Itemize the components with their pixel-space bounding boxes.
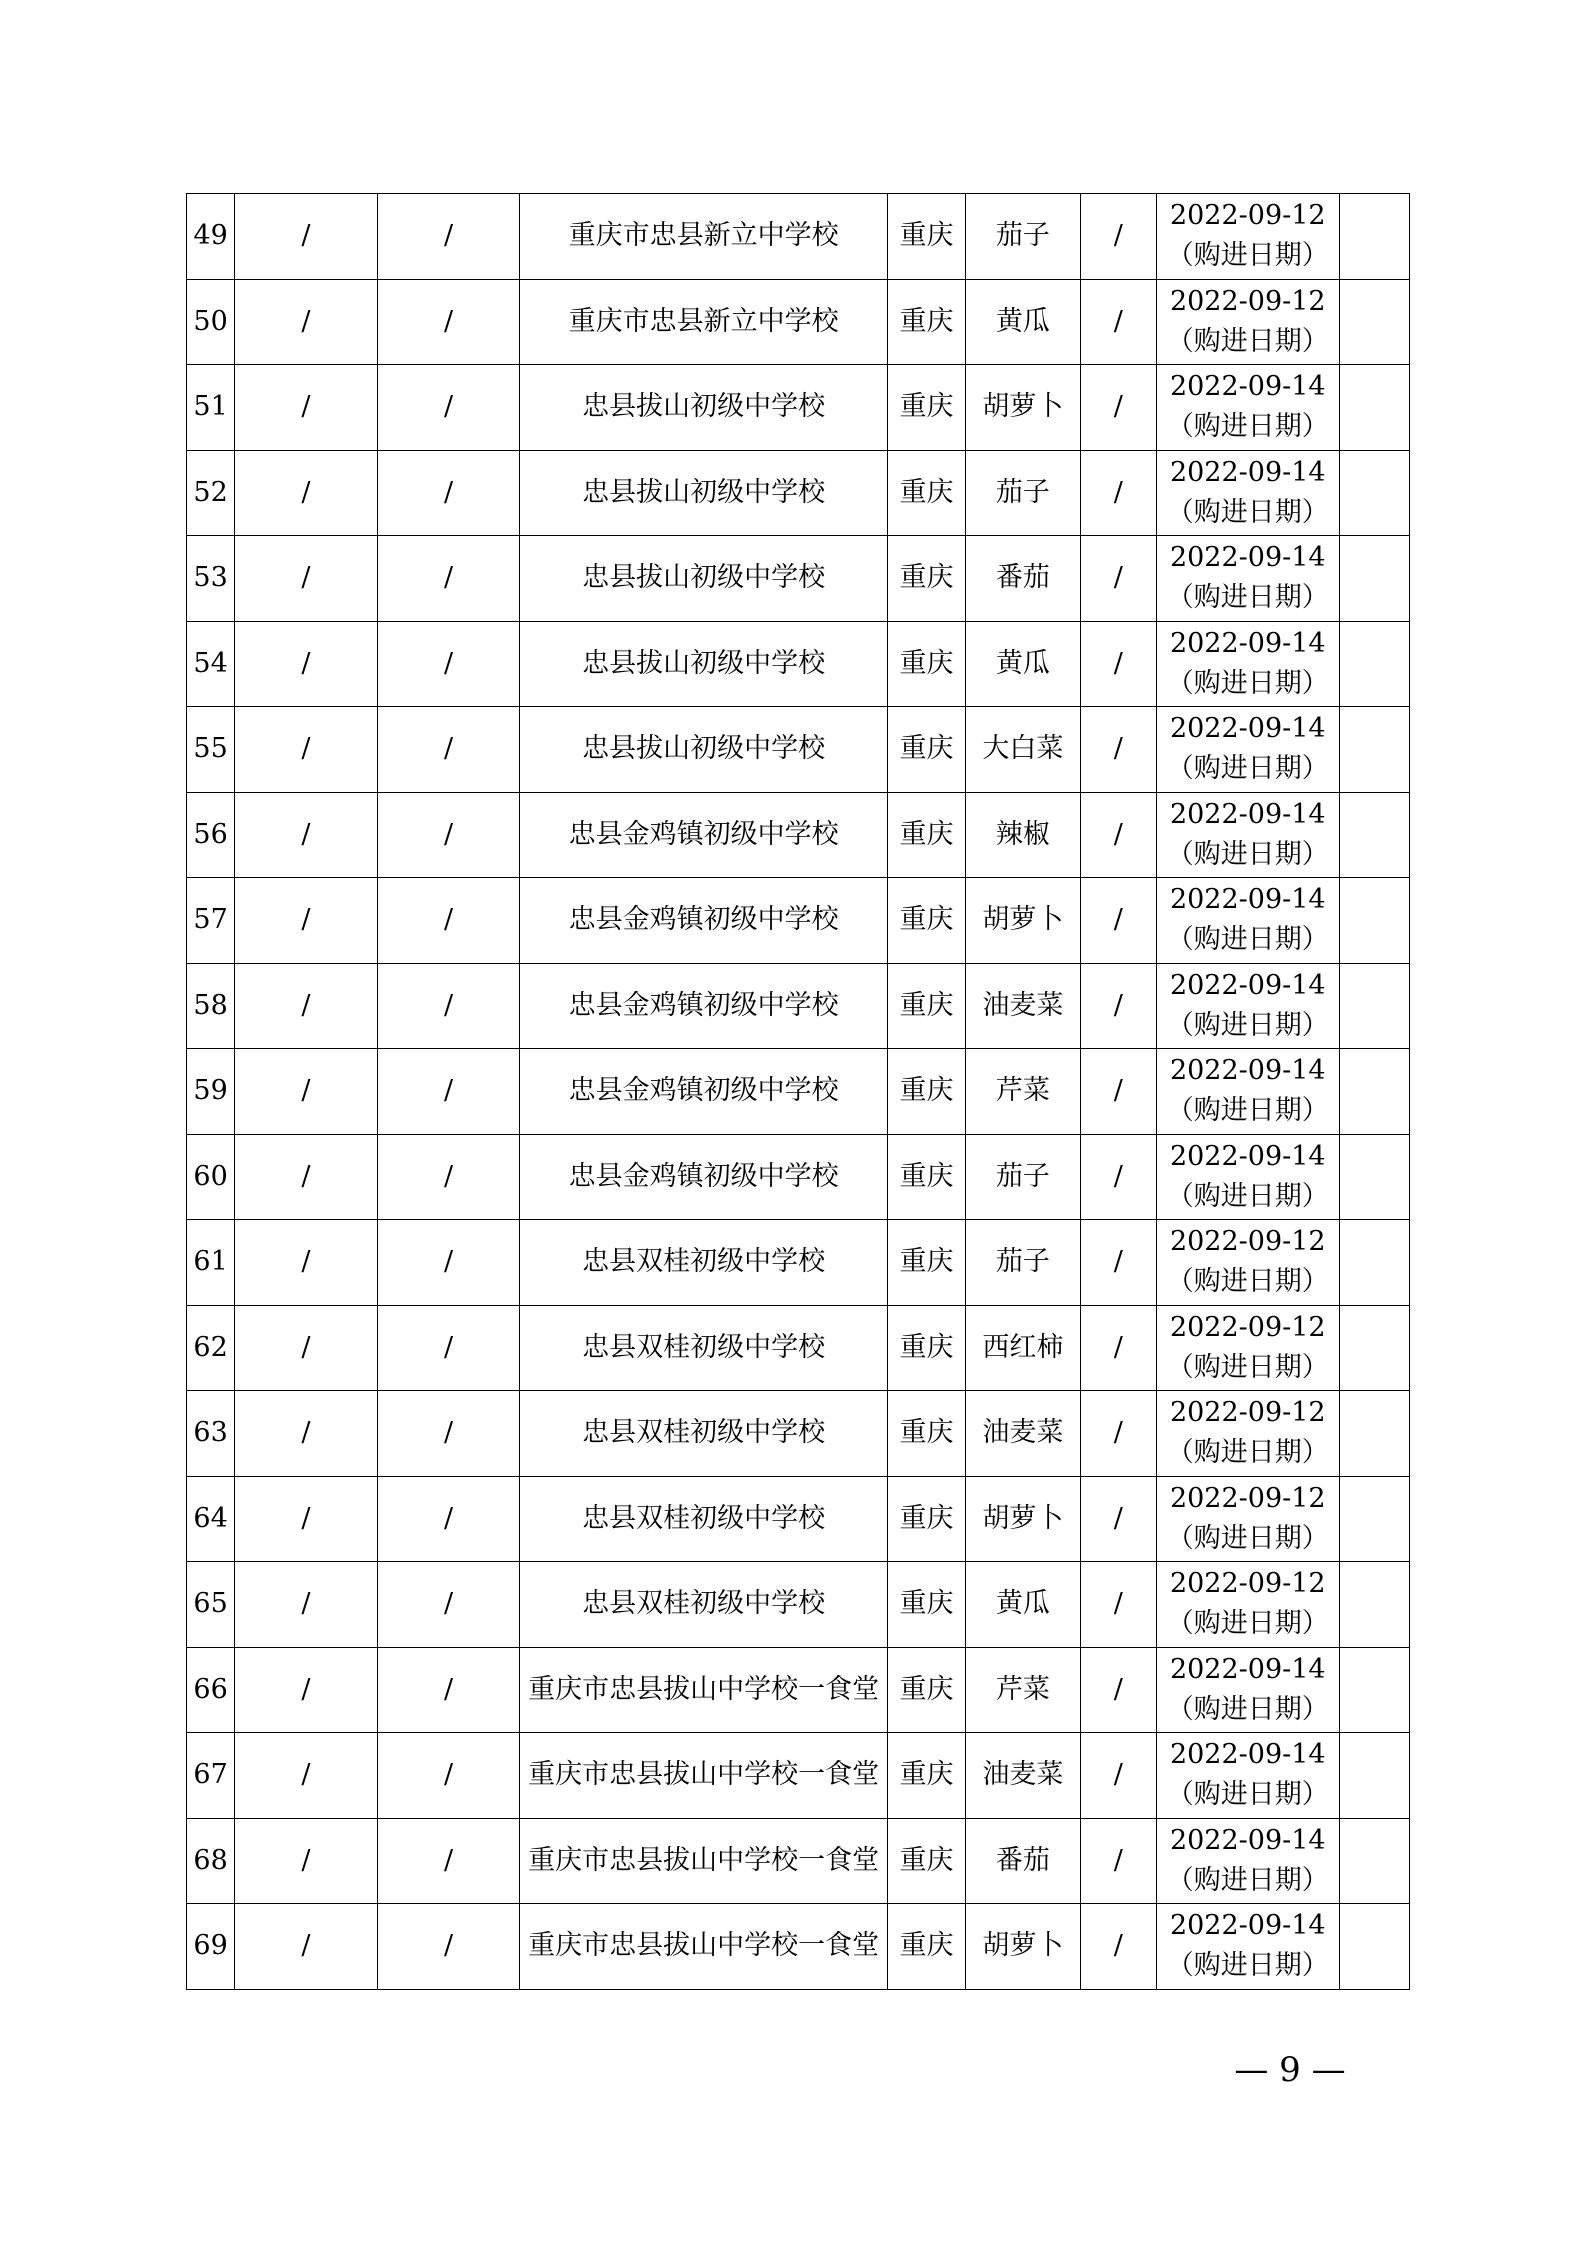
food-name-cell: 胡萝卜 bbox=[966, 1476, 1080, 1562]
date-value: 2022-09-14 bbox=[1169, 1739, 1326, 1771]
date-note: （购进日期） bbox=[1166, 1266, 1329, 1298]
sampled-unit-cell: 忠县金鸡镇初级中学校 bbox=[520, 1134, 888, 1220]
table-row bbox=[187, 1647, 1410, 1733]
region-cell: 重庆 bbox=[887, 365, 965, 451]
row-number-cell: 57 bbox=[187, 878, 235, 964]
spec-cell: / bbox=[1080, 1733, 1156, 1819]
remark-cell bbox=[1339, 707, 1409, 793]
spec-cell: / bbox=[1080, 1476, 1156, 1562]
region-cell: 重庆 bbox=[887, 878, 965, 964]
food-name-cell: 茄子 bbox=[966, 450, 1080, 536]
sampled-unit-cell: 重庆市忠县拔山中学校一食堂 bbox=[520, 1818, 888, 1904]
table-row bbox=[187, 1904, 1410, 1990]
date-cell bbox=[1156, 1134, 1339, 1220]
region-cell: 重庆 bbox=[887, 1733, 965, 1819]
food-name-cell: 胡萝卜 bbox=[966, 1904, 1080, 1990]
date-value: 2022-09-14 bbox=[1169, 1824, 1326, 1856]
date-value: 2022-09-14 bbox=[1169, 1653, 1326, 1685]
spec-cell: / bbox=[1080, 194, 1156, 280]
date-value: 2022-09-12 bbox=[1169, 1482, 1326, 1514]
col-b-cell: / bbox=[377, 1562, 520, 1648]
col-a-cell: / bbox=[235, 536, 378, 622]
col-a-cell: / bbox=[235, 365, 378, 451]
sampled-unit-cell: 忠县金鸡镇初级中学校 bbox=[520, 963, 888, 1049]
region-cell: 重庆 bbox=[887, 1220, 965, 1306]
date-value: 2022-09-14 bbox=[1169, 1140, 1326, 1172]
date-note: （购进日期） bbox=[1166, 1864, 1329, 1896]
row-number-cell: 61 bbox=[187, 1220, 235, 1306]
date-cell bbox=[1156, 1647, 1339, 1733]
date-note: （购进日期） bbox=[1166, 1693, 1329, 1725]
col-a-cell: / bbox=[235, 194, 378, 280]
food-name-cell: 油麦菜 bbox=[966, 1733, 1080, 1819]
col-a-cell: / bbox=[235, 1476, 378, 1562]
spec-cell: / bbox=[1080, 536, 1156, 622]
col-b-cell: / bbox=[377, 707, 520, 793]
col-b-cell: / bbox=[377, 1647, 520, 1733]
region-cell: 重庆 bbox=[887, 963, 965, 1049]
spec-cell: / bbox=[1080, 1220, 1156, 1306]
date-note: （购进日期） bbox=[1166, 582, 1329, 614]
date-value: 2022-09-12 bbox=[1169, 1226, 1326, 1258]
region-cell: 重庆 bbox=[887, 1391, 965, 1477]
col-b-cell: / bbox=[377, 279, 520, 365]
date-value: 2022-09-12 bbox=[1169, 200, 1326, 232]
remark-cell bbox=[1339, 1647, 1409, 1733]
date-value: 2022-09-12 bbox=[1169, 1397, 1326, 1429]
date-note: （购进日期） bbox=[1166, 240, 1329, 272]
remark-cell bbox=[1339, 194, 1409, 280]
row-number-cell: 51 bbox=[187, 365, 235, 451]
spec-cell: / bbox=[1080, 792, 1156, 878]
col-a-cell: / bbox=[235, 1134, 378, 1220]
row-number-cell: 55 bbox=[187, 707, 235, 793]
remark-cell bbox=[1339, 450, 1409, 536]
date-cell bbox=[1156, 1733, 1339, 1819]
table-row bbox=[187, 279, 1410, 365]
col-b-cell: / bbox=[377, 1904, 520, 1990]
date-value: 2022-09-14 bbox=[1169, 1055, 1326, 1087]
row-number-cell: 68 bbox=[187, 1818, 235, 1904]
col-a-cell: / bbox=[235, 450, 378, 536]
row-number-cell: 56 bbox=[187, 792, 235, 878]
region-cell: 重庆 bbox=[887, 1049, 965, 1135]
table-row bbox=[187, 194, 1410, 280]
row-number-cell: 49 bbox=[187, 194, 235, 280]
row-number-cell: 62 bbox=[187, 1305, 235, 1391]
table-row bbox=[187, 1305, 1410, 1391]
col-b-cell: / bbox=[377, 194, 520, 280]
table-row bbox=[187, 365, 1410, 451]
date-cell bbox=[1156, 707, 1339, 793]
spec-cell: / bbox=[1080, 621, 1156, 707]
region-cell: 重庆 bbox=[887, 1305, 965, 1391]
spec-cell: / bbox=[1080, 1818, 1156, 1904]
table-row bbox=[187, 792, 1410, 878]
remark-cell bbox=[1339, 1134, 1409, 1220]
food-name-cell: 番茄 bbox=[966, 1818, 1080, 1904]
table-row bbox=[187, 1476, 1410, 1562]
col-a-cell: / bbox=[235, 963, 378, 1049]
date-cell bbox=[1156, 1476, 1339, 1562]
spec-cell: / bbox=[1080, 450, 1156, 536]
food-name-cell: 茄子 bbox=[966, 1134, 1080, 1220]
table-row bbox=[187, 707, 1410, 793]
date-note: （购进日期） bbox=[1166, 1009, 1329, 1041]
date-value: 2022-09-14 bbox=[1169, 627, 1326, 659]
col-b-cell: / bbox=[377, 792, 520, 878]
date-note: （购进日期） bbox=[1166, 924, 1329, 956]
date-cell bbox=[1156, 1391, 1339, 1477]
date-note: （购进日期） bbox=[1166, 1950, 1329, 1982]
table-row bbox=[187, 1049, 1410, 1135]
remark-cell bbox=[1339, 1818, 1409, 1904]
date-value: 2022-09-14 bbox=[1169, 884, 1326, 916]
date-cell bbox=[1156, 1305, 1339, 1391]
table-row bbox=[187, 1818, 1410, 1904]
date-value: 2022-09-14 bbox=[1169, 371, 1326, 403]
date-note: （购进日期） bbox=[1166, 753, 1329, 785]
remark-cell bbox=[1339, 792, 1409, 878]
region-cell: 重庆 bbox=[887, 194, 965, 280]
row-number-cell: 63 bbox=[187, 1391, 235, 1477]
date-cell bbox=[1156, 963, 1339, 1049]
col-b-cell: / bbox=[377, 1391, 520, 1477]
col-b-cell: / bbox=[377, 1305, 520, 1391]
date-value: 2022-09-14 bbox=[1169, 542, 1326, 574]
table-row bbox=[187, 1733, 1410, 1819]
row-number-cell: 60 bbox=[187, 1134, 235, 1220]
region-cell: 重庆 bbox=[887, 450, 965, 536]
date-cell bbox=[1156, 365, 1339, 451]
date-note: （购进日期） bbox=[1166, 325, 1329, 357]
region-cell: 重庆 bbox=[887, 1476, 965, 1562]
food-name-cell: 大白菜 bbox=[966, 707, 1080, 793]
col-a-cell: / bbox=[235, 1049, 378, 1135]
sampled-unit-cell: 重庆市忠县新立中学校 bbox=[520, 194, 888, 280]
table-row bbox=[187, 1391, 1410, 1477]
sampled-unit-cell: 忠县拔山初级中学校 bbox=[520, 365, 888, 451]
date-cell bbox=[1156, 1049, 1339, 1135]
col-a-cell: / bbox=[235, 1904, 378, 1990]
date-cell bbox=[1156, 279, 1339, 365]
row-number-cell: 67 bbox=[187, 1733, 235, 1819]
col-b-cell: / bbox=[377, 1134, 520, 1220]
date-value: 2022-09-12 bbox=[1169, 1568, 1326, 1600]
remark-cell bbox=[1339, 621, 1409, 707]
date-cell bbox=[1156, 878, 1339, 964]
remark-cell bbox=[1339, 365, 1409, 451]
sampled-unit-cell: 重庆市忠县拔山中学校一食堂 bbox=[520, 1733, 888, 1819]
date-cell bbox=[1156, 1904, 1339, 1990]
spec-cell: / bbox=[1080, 1049, 1156, 1135]
col-a-cell: / bbox=[235, 279, 378, 365]
date-cell bbox=[1156, 450, 1339, 536]
date-value: 2022-09-14 bbox=[1169, 969, 1326, 1001]
region-cell: 重庆 bbox=[887, 792, 965, 878]
row-number-cell: 54 bbox=[187, 621, 235, 707]
sampled-unit-cell: 忠县拔山初级中学校 bbox=[520, 707, 888, 793]
remark-cell bbox=[1339, 963, 1409, 1049]
row-number-cell: 58 bbox=[187, 963, 235, 1049]
food-name-cell: 番茄 bbox=[966, 536, 1080, 622]
col-b-cell: / bbox=[377, 365, 520, 451]
region-cell: 重庆 bbox=[887, 1904, 965, 1990]
remark-cell bbox=[1339, 1049, 1409, 1135]
remark-cell bbox=[1339, 1562, 1409, 1648]
sampled-unit-cell: 忠县双桂初级中学校 bbox=[520, 1476, 888, 1562]
col-b-cell: / bbox=[377, 621, 520, 707]
date-cell bbox=[1156, 621, 1339, 707]
spec-cell: / bbox=[1080, 963, 1156, 1049]
date-value: 2022-09-12 bbox=[1169, 285, 1326, 317]
date-note: （购进日期） bbox=[1166, 1779, 1329, 1811]
row-number-cell: 66 bbox=[187, 1647, 235, 1733]
spec-cell: / bbox=[1080, 279, 1156, 365]
remark-cell bbox=[1339, 1733, 1409, 1819]
date-note: （购进日期） bbox=[1166, 667, 1329, 699]
page-number: — 9 — bbox=[1234, 2050, 1346, 2090]
col-a-cell: / bbox=[235, 1647, 378, 1733]
region-cell: 重庆 bbox=[887, 536, 965, 622]
sampled-unit-cell: 忠县双桂初级中学校 bbox=[520, 1305, 888, 1391]
food-name-cell: 黄瓜 bbox=[966, 1562, 1080, 1648]
date-cell bbox=[1156, 536, 1339, 622]
sampled-unit-cell: 忠县拔山初级中学校 bbox=[520, 536, 888, 622]
col-a-cell: / bbox=[235, 1562, 378, 1648]
date-value: 2022-09-12 bbox=[1169, 1311, 1326, 1343]
food-name-cell: 辣椒 bbox=[966, 792, 1080, 878]
table-row bbox=[187, 1562, 1410, 1648]
date-value: 2022-09-14 bbox=[1169, 456, 1326, 488]
spec-cell: / bbox=[1080, 878, 1156, 964]
col-b-cell: / bbox=[377, 1220, 520, 1306]
col-a-cell: / bbox=[235, 1220, 378, 1306]
date-note: （购进日期） bbox=[1166, 1608, 1329, 1640]
remark-cell bbox=[1339, 1391, 1409, 1477]
col-b-cell: / bbox=[377, 878, 520, 964]
row-number-cell: 50 bbox=[187, 279, 235, 365]
row-number-cell: 64 bbox=[187, 1476, 235, 1562]
remark-cell bbox=[1339, 1904, 1409, 1990]
date-value: 2022-09-14 bbox=[1169, 1910, 1326, 1942]
date-note: （购进日期） bbox=[1166, 1437, 1329, 1469]
food-name-cell: 胡萝卜 bbox=[966, 878, 1080, 964]
region-cell: 重庆 bbox=[887, 1562, 965, 1648]
sampled-unit-cell: 忠县双桂初级中学校 bbox=[520, 1562, 888, 1648]
col-b-cell: / bbox=[377, 1733, 520, 1819]
remark-cell bbox=[1339, 1476, 1409, 1562]
table-body bbox=[187, 194, 1410, 1990]
date-note: （购进日期） bbox=[1166, 411, 1329, 443]
row-number-cell: 52 bbox=[187, 450, 235, 536]
date-note: （购进日期） bbox=[1166, 1180, 1329, 1212]
food-name-cell: 芹菜 bbox=[966, 1647, 1080, 1733]
table-row bbox=[187, 536, 1410, 622]
spec-cell: / bbox=[1080, 1305, 1156, 1391]
col-a-cell: / bbox=[235, 1733, 378, 1819]
region-cell: 重庆 bbox=[887, 621, 965, 707]
col-b-cell: / bbox=[377, 1818, 520, 1904]
remark-cell bbox=[1339, 279, 1409, 365]
table-row bbox=[187, 963, 1410, 1049]
date-value: 2022-09-14 bbox=[1169, 713, 1326, 745]
food-name-cell: 黄瓜 bbox=[966, 279, 1080, 365]
date-note: （购进日期） bbox=[1166, 1351, 1329, 1383]
col-a-cell: / bbox=[235, 878, 378, 964]
food-name-cell: 茄子 bbox=[966, 194, 1080, 280]
col-a-cell: / bbox=[235, 1818, 378, 1904]
date-note: （购进日期） bbox=[1166, 1095, 1329, 1127]
spec-cell: / bbox=[1080, 1904, 1156, 1990]
sampled-unit-cell: 忠县双桂初级中学校 bbox=[520, 1220, 888, 1306]
food-name-cell: 芹菜 bbox=[966, 1049, 1080, 1135]
row-number-cell: 53 bbox=[187, 536, 235, 622]
region-cell: 重庆 bbox=[887, 1647, 965, 1733]
col-b-cell: / bbox=[377, 1049, 520, 1135]
date-note: （购进日期） bbox=[1166, 496, 1329, 528]
food-name-cell: 黄瓜 bbox=[966, 621, 1080, 707]
table-row bbox=[187, 621, 1410, 707]
table-row bbox=[187, 1134, 1410, 1220]
sampled-unit-cell: 重庆市忠县新立中学校 bbox=[520, 279, 888, 365]
spec-cell: / bbox=[1080, 1647, 1156, 1733]
date-value: 2022-09-14 bbox=[1169, 798, 1326, 830]
remark-cell bbox=[1339, 536, 1409, 622]
date-note: （购进日期） bbox=[1166, 838, 1329, 870]
remark-cell bbox=[1339, 878, 1409, 964]
sampled-unit-cell: 忠县金鸡镇初级中学校 bbox=[520, 878, 888, 964]
table-row bbox=[187, 878, 1410, 964]
sampled-unit-cell: 忠县拔山初级中学校 bbox=[520, 621, 888, 707]
date-cell bbox=[1156, 1562, 1339, 1648]
row-number-cell: 69 bbox=[187, 1904, 235, 1990]
remark-cell bbox=[1339, 1220, 1409, 1306]
col-a-cell: / bbox=[235, 1305, 378, 1391]
region-cell: 重庆 bbox=[887, 1134, 965, 1220]
food-name-cell: 油麦菜 bbox=[966, 963, 1080, 1049]
spec-cell: / bbox=[1080, 1391, 1156, 1477]
table-row bbox=[187, 1220, 1410, 1306]
col-a-cell: / bbox=[235, 621, 378, 707]
spec-cell: / bbox=[1080, 1562, 1156, 1648]
col-a-cell: / bbox=[235, 1391, 378, 1477]
spec-cell: / bbox=[1080, 365, 1156, 451]
region-cell: 重庆 bbox=[887, 1818, 965, 1904]
col-b-cell: / bbox=[377, 1476, 520, 1562]
col-a-cell: / bbox=[235, 707, 378, 793]
date-cell bbox=[1156, 1220, 1339, 1306]
date-cell bbox=[1156, 792, 1339, 878]
spec-cell: / bbox=[1080, 1134, 1156, 1220]
sampled-unit-cell: 忠县双桂初级中学校 bbox=[520, 1391, 888, 1477]
spec-cell: / bbox=[1080, 707, 1156, 793]
food-name-cell: 西红柿 bbox=[966, 1305, 1080, 1391]
col-b-cell: / bbox=[377, 963, 520, 1049]
sampled-unit-cell: 忠县金鸡镇初级中学校 bbox=[520, 1049, 888, 1135]
region-cell: 重庆 bbox=[887, 707, 965, 793]
sampled-unit-cell: 重庆市忠县拔山中学校一食堂 bbox=[520, 1647, 888, 1733]
date-note: （购进日期） bbox=[1166, 1522, 1329, 1554]
row-number-cell: 59 bbox=[187, 1049, 235, 1135]
col-b-cell: / bbox=[377, 450, 520, 536]
sampled-unit-cell: 忠县拔山初级中学校 bbox=[520, 450, 888, 536]
sampled-unit-cell: 重庆市忠县拔山中学校一食堂 bbox=[520, 1904, 888, 1990]
row-number-cell: 65 bbox=[187, 1562, 235, 1648]
col-b-cell: / bbox=[377, 536, 520, 622]
date-cell bbox=[1156, 1818, 1339, 1904]
food-name-cell: 油麦菜 bbox=[966, 1391, 1080, 1477]
col-a-cell: / bbox=[235, 792, 378, 878]
table-row bbox=[187, 450, 1410, 536]
date-cell bbox=[1156, 194, 1339, 280]
sampled-unit-cell: 忠县金鸡镇初级中学校 bbox=[520, 792, 888, 878]
sampling-table bbox=[186, 193, 1410, 1990]
food-name-cell: 胡萝卜 bbox=[966, 365, 1080, 451]
region-cell: 重庆 bbox=[887, 279, 965, 365]
remark-cell bbox=[1339, 1305, 1409, 1391]
food-name-cell: 茄子 bbox=[966, 1220, 1080, 1306]
